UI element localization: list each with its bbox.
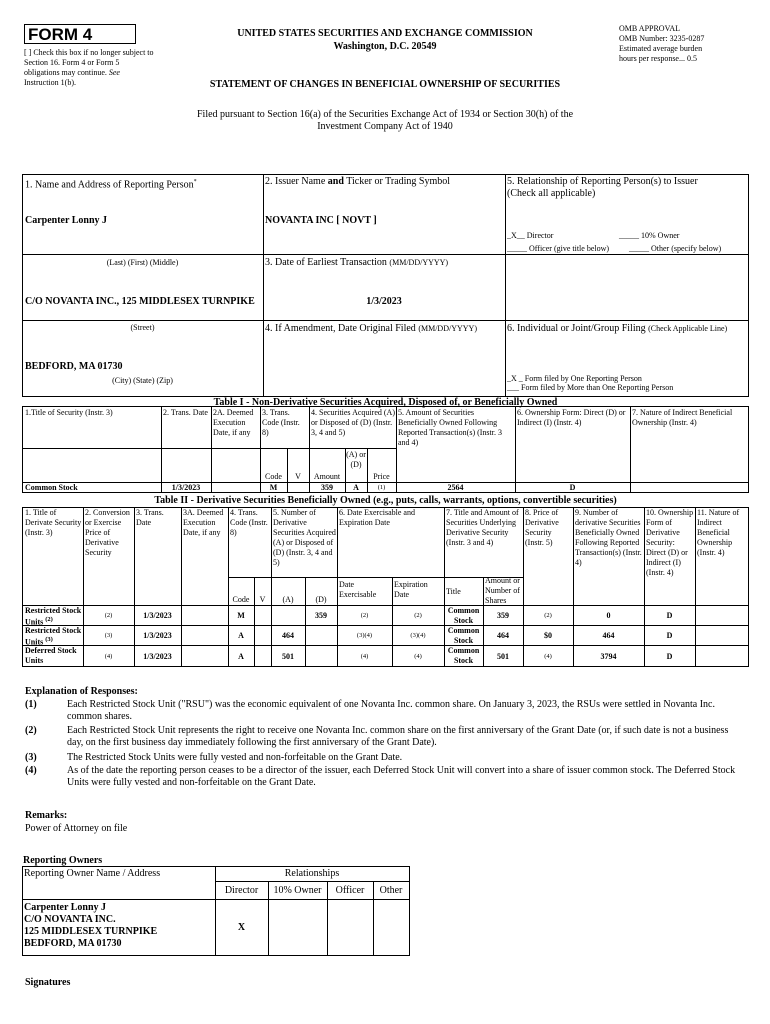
t2-row-price: (2): [544, 612, 552, 619]
footnote-number: (3): [25, 752, 37, 763]
owners-col-relationships: Relationships: [284, 868, 340, 879]
t2-sub-expiration: Expiration Date: [394, 580, 428, 599]
t2-col-owned: 9. Number of derivative Securities Beneficially Owned Following Reported Transaction(s) (Instr. 4): [575, 508, 642, 567]
t2-col-exercisable: 6. Date Exercisable and Expiration Date: [339, 508, 415, 527]
t2-row-exer: (4): [360, 653, 369, 660]
issuer-name: NOVANTA INC [ NOVT ]: [265, 215, 377, 226]
director-checkbox[interactable]: _X__ Director: [507, 231, 554, 240]
t2-row-date: 1/3/2023: [143, 611, 172, 620]
t2-col-date: 3. Trans. Date: [136, 508, 164, 527]
owners-col-name: Reporting Owner Name / Address: [24, 868, 161, 879]
t2-row-shares: 464: [497, 631, 509, 640]
officer-checkbox[interactable]: _____ Officer (give title below): [507, 244, 610, 253]
footnote-text: The Restricted Stock Units were fully vested and non-forfeitable on the Grant Date.: [67, 752, 403, 763]
t2-col-title: 1. Title of Derivate Security (Instr. 3): [25, 508, 82, 537]
t1-col-owned: 5. Amount of Securities Beneficially Owned Following Reported Transaction(s) (Instr. 3 and 4): [398, 408, 502, 447]
t2-row-date: 1/3/2023: [143, 652, 172, 661]
t2-row-owned: 0: [606, 611, 611, 620]
t2-row-form: D: [666, 611, 673, 620]
more-person-checkbox[interactable]: ___ Form filed by More than One Reporting Person: [507, 383, 674, 392]
t2-row-a: 464: [282, 631, 294, 640]
t2-row-d: 359: [315, 611, 327, 620]
footnote-text: Each Restricted Stock Unit represents the right to receive one Novanta Inc. common share on the first anniversary of the Grant Date (or, if such date is not a business day, on the first business day immediately following the first anniversary of the Grant Date).: [67, 725, 729, 748]
t1-row-form: D: [569, 483, 576, 492]
t2-row-title: Restricted Stock Units $^{(2)}$: [25, 606, 82, 627]
t1-col-form: 6. Ownership Form: Direct (D) or Indirect (I) (Instr. 4): [517, 408, 626, 427]
t2-row-code: A: [238, 631, 244, 640]
reporting-person-name: Carpenter Lonny J: [25, 215, 108, 226]
t1-row-code: M: [269, 483, 278, 492]
ten-percent-checkbox[interactable]: _____ 10% Owner: [619, 231, 680, 240]
t2-sub-code: Code: [232, 595, 250, 604]
owners-col-ten: 10% Owner: [273, 885, 322, 896]
t1-row-aord: A: [353, 483, 359, 492]
t1-row-owned: 2564: [447, 483, 464, 492]
one-person-checkbox[interactable]: _X _ Form filed by One Reporting Person: [507, 374, 642, 383]
t2-row-exer: (2): [360, 612, 369, 619]
earliest-date: 1/3/2023: [366, 296, 402, 307]
t2-row-title: Restricted Stock Units $^{(3)}$: [25, 626, 82, 647]
t1-sub-code: Code: [265, 472, 282, 481]
footnote-number: (2): [25, 725, 37, 736]
t2-sub-v: V: [259, 595, 266, 604]
t2-row-utitle: Common Stock: [447, 626, 480, 645]
t2-col-nature: 11. Nature of Indirect Beneficial Ownership (Instr. 4): [697, 508, 740, 557]
check-box-note[interactable]: [ ] Check this box if no longer subject to Section 16. Form 4 or Form 5 obligations may continue. See Instruction 1(b).: [24, 48, 154, 87]
t2-row-conv: (2): [104, 612, 113, 619]
table2-title: Table II - Derivative Securities Beneficially Owned (e.g., puts, calls, warrants, options, convertible securities): [154, 495, 617, 506]
t1-row-title: Common Stock: [25, 483, 78, 492]
footnote-text: As of the date the reporting person ceases to be a director of the issuer, each Deferred Stock Unit will convert into a share of issuer common stock. The Deferred Stock Units were fully vested and non-forfeitable on the Grant Date.: [67, 765, 736, 788]
footnote-number: (4): [25, 765, 37, 776]
earliest-date-label: 3. Date of Earliest Transaction (MM/DD/YYYY): [265, 257, 449, 268]
t1-row-price: (1): [377, 484, 386, 491]
t2-row-conv: (3): [104, 632, 113, 639]
street-label: (Street): [130, 323, 155, 332]
name-format-label: (Last) (First) (Middle): [106, 258, 179, 267]
t2-row-shares: 501: [497, 652, 509, 661]
table1-title: Table I - Non-Derivative Securities Acquired, Disposed of, or Beneficially Owned: [213, 397, 558, 408]
commission-name: UNITED STATES SECURITIES AND EXCHANGE COMMISSION: [237, 28, 533, 39]
amendment-label: 4. If Amendment, Date Original Filed (MM/DD/YYYY): [265, 323, 477, 334]
t2-row-exer: (3)(4): [356, 632, 373, 639]
t1-col-title: 1.Title of Security (Instr. 3): [25, 408, 113, 417]
statement-title: STATEMENT OF CHANGES IN BENEFICIAL OWNERSHIP OF SECURITIES: [209, 79, 561, 90]
t2-row-code: A: [238, 652, 244, 661]
reporting-city: BEDFORD, MA 01730: [25, 361, 123, 372]
owners-col-officer: Officer: [335, 885, 365, 896]
t2-row-exp: (4): [414, 653, 422, 660]
owners-title: Reporting Owners: [23, 855, 103, 866]
t2-row-price: $0: [544, 631, 552, 640]
owners-col-director: Director: [224, 885, 259, 896]
t2-row-code: M: [237, 611, 245, 620]
t2-sub-d: (D): [315, 595, 327, 604]
t2-sub-title: Title: [446, 587, 461, 596]
t2-row-date: 1/3/2023: [143, 631, 172, 640]
commission-city: Washington, D.C. 20549: [333, 41, 437, 52]
t2-row-exp: (2): [414, 612, 422, 619]
t2-sub-shares: Amount or Number of Shares: [485, 576, 520, 605]
form-title: FORM 4: [24, 24, 136, 44]
t1-col-nature: 7. Nature of Indirect Beneficial Ownership (Instr. 4): [632, 408, 733, 427]
t2-row-conv: (4): [104, 653, 113, 660]
t2-row-form: D: [666, 652, 673, 661]
t2-sub-exercisable: Date Exercisable: [339, 580, 377, 599]
city-label: (City) (State) (Zip): [112, 376, 173, 385]
t2-row-owned: 3794: [600, 652, 617, 661]
t1-sub-aord: (A) or (D): [346, 450, 366, 469]
t2-sub-a: (A): [282, 595, 294, 604]
filed-pursuant: Filed pursuant to Section 16(a) of the Securities Exchange Act of 1934 or Section 30(h) of the Investment Company Act of 1940: [196, 109, 574, 132]
t2-row-exp: (3)(4): [410, 632, 426, 639]
owner-director-mark: X: [237, 922, 246, 933]
t2-row-price: (4): [544, 653, 552, 660]
t2-col-underlying: 7. Title and Amount of Securities Underlying Derivative Security (Instr. 3 and 4): [446, 508, 519, 547]
t2-col-form: 10. Ownership Form of Derivative Security: Direct (D) or Indirect (I) (Instr. 4): [646, 508, 694, 577]
t1-col-acquired: 4. Securities Acquired (A) or Disposed of (D) (Instr. 3, 4 and 5): [311, 408, 395, 437]
t2-row-utitle: Common Stock: [447, 606, 480, 625]
t1-row-date: 1/3/2023: [171, 483, 201, 492]
t1-col-code: 3. Trans. Code (Instr. 8): [262, 408, 300, 437]
reporting-address: C/O NOVANTA INC., 125 MIDDLESEX TURNPIKE: [25, 296, 255, 307]
omb-approval: OMB APPROVAL OMB Number: 3235-0287 Estimated average burden hours per response... 0.5: [619, 24, 705, 63]
filing-type-label: 6. Individual or Joint/Group Filing (Check Applicable Line): [507, 323, 728, 334]
reporting-person-label: 1. Name and Address of Reporting Person*: [25, 179, 197, 191]
t2-col-deemed: 3A. Deemed Execution Date, if any: [183, 508, 224, 537]
t2-col-conv: 2. Conversion or Exercise Price of Derivative Security: [85, 508, 130, 557]
remarks-title: Remarks:: [25, 810, 68, 821]
other-checkbox[interactable]: _____ Other (specify below): [629, 244, 722, 253]
t1-row-amount: 359: [321, 483, 333, 492]
t2-row-a: 501: [282, 652, 294, 661]
t2-col-price: 8. Price of Derivative Security (Instr. 5): [525, 508, 559, 547]
t2-col-number: 5. Number of Derivative Securities Acquired (A) or Disposed of (D) (Instr. 3, 4 and 5): [273, 508, 336, 567]
owner-address: Carpenter Lonny J C/O NOVANTA INC. 125 MIDDLESEX TURNPIKE BEDFORD, MA 01730: [24, 902, 158, 949]
t1-sub-price: Price: [373, 472, 390, 481]
issuer-label: 2. Issuer Name and Ticker or Trading Symbol: [265, 176, 451, 187]
footnote-number: (1): [25, 699, 37, 710]
t2-row-owned: 464: [602, 631, 615, 640]
t1-sub-v: V: [295, 472, 301, 481]
t2-row-utitle: Common Stock: [447, 646, 480, 665]
t1-sub-amount: Amount: [313, 472, 341, 481]
footnote-text: Each Restricted Stock Unit ("RSU") was the economic equivalent of one Novanta Inc. common share. On January 3, 2023, the RSUs were settled in Novanta Inc. common shares.: [67, 699, 715, 722]
relationship-label: 5. Relationship of Reporting Person(s) to Issuer (Check all applicable): [507, 176, 698, 199]
t2-row-shares: 359: [497, 611, 509, 620]
t2-row-title: Deferred Stock Units: [25, 646, 77, 665]
signatures-title: Signatures: [25, 977, 71, 988]
t2-row-form: D: [666, 631, 673, 640]
remarks-text: Power of Attorney on file: [25, 823, 128, 834]
explanation-title: Explanation of Responses:: [25, 686, 138, 697]
t1-col-deemed: 2A. Deemed Execution Date, if any: [213, 408, 254, 437]
t1-col-date: 2. Trans. Date: [163, 408, 208, 417]
t2-col-code: 4. Trans. Code (Instr. 8): [230, 508, 268, 537]
owners-col-other: Other: [379, 885, 403, 896]
